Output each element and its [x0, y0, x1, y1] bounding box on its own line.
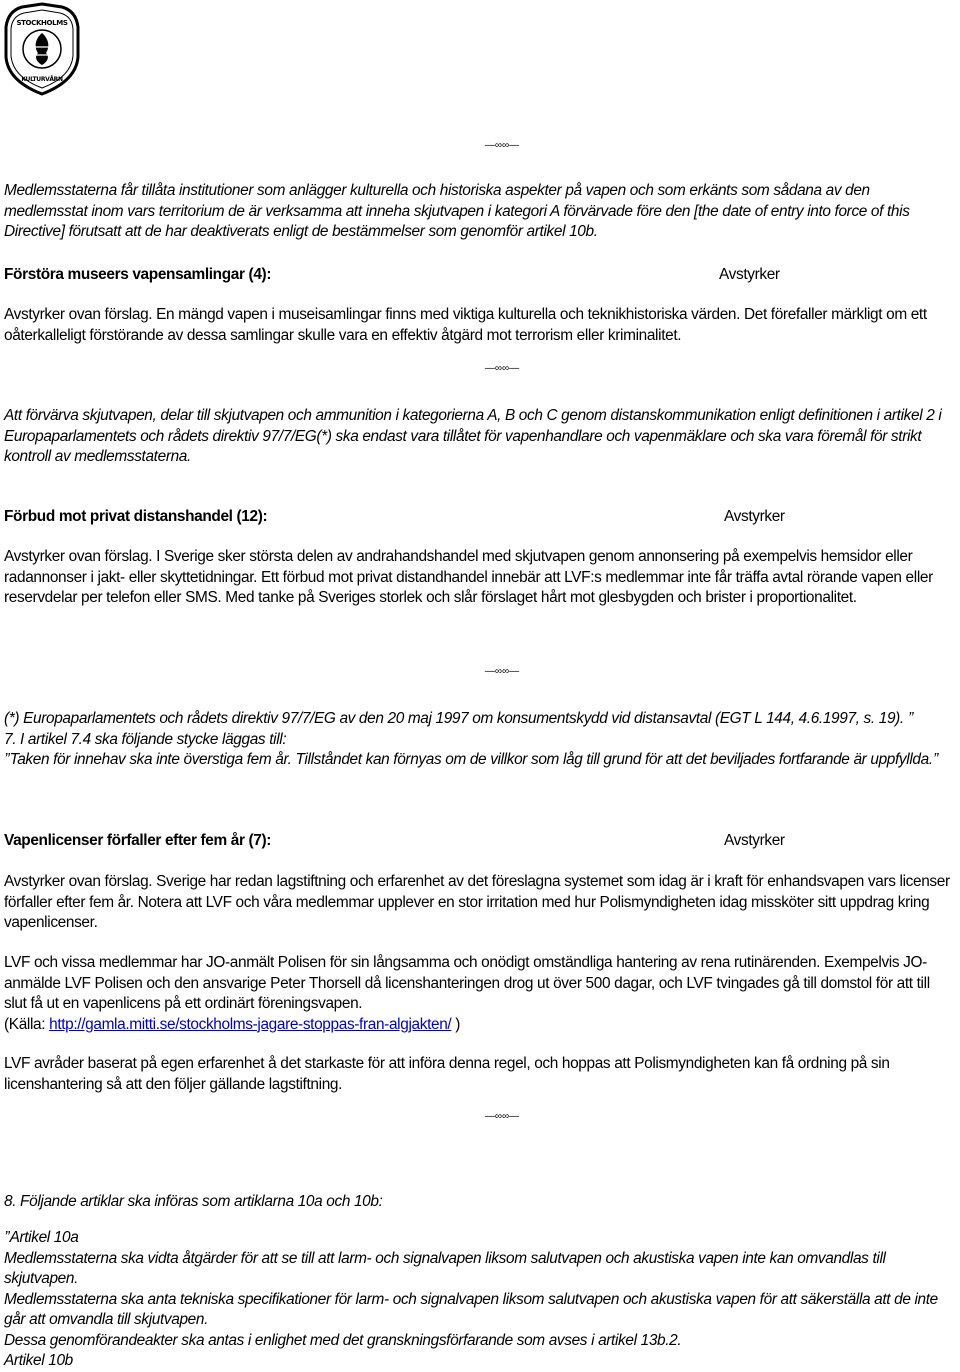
verdict-label: Avstyrker [719, 266, 780, 283]
article-new-articles-intro: 8. Följande artiklar ska införas som artiklarna 10a och 10b: [4, 1193, 383, 1210]
section-separator: —∞∞— [484, 140, 520, 151]
article-text-museums [4, 181, 956, 243]
verdict-label: Avstyrker [724, 508, 785, 525]
comment-jo-complaint [4, 953, 956, 1035]
section-separator: —∞∞— [484, 363, 520, 374]
article-text-10a-10b [4, 1228, 956, 1372]
comment-distance-trade [4, 547, 956, 609]
paragraph: Avstyrker ovan förslag. Sverige har redan lagstiftning och erfarenhet av det föreslagna systemet som idag är i kraft för enhandsvapen vars licenser förfaller efter fem år. Notera att LVF och våra medlemmar upplever en stor irritation med hur Polismyndigheten idag missköter sitt uppdrag kring vapenlicenser. [4, 873, 950, 931]
section-heading-licence-validity: Vapenlicenser förfaller efter fem år (7): [4, 832, 272, 849]
article-title: Artikel 10b [4, 1352, 73, 1369]
article-text-licence-validity [4, 709, 956, 771]
verdict-label: Avstyrker [724, 832, 785, 849]
amendment-text: ’’Taken för innehav ska inte överstiga fem år. Tillståndet kan förnyas om de villkor som låg till grund för att det beviljades fortfarande är uppfyllda.’’ [4, 751, 939, 768]
source-suffix: ) [451, 1015, 461, 1033]
paragraph: Avstyrker ovan förslag. I Sverige sker största delen av andrahandshandel med skjutvapen genom annonsering på exempelvis hemsidor eller radannonser i jakt- eller skyttetidningar. Ett förbud mot privat distandhandel innebär att LVF:s medlemmar inte får träffa avtal rörande vapen eller reservdelar per telefon eller SMS. Med tanke på Sveriges storlek och slår förslaget hårt mot glesbygden och brister i proportionalitet. [4, 548, 933, 606]
svg-text:STOCKHOLMS: STOCKHOLMS [16, 19, 68, 27]
logo-seal-icon [2, 1, 82, 97]
paragraph: Avstyrker ovan förslag. En mängd vapen i museisamlingar finns med viktiga kulturella och teknikhistoriska värden. Det förefaller märkligt om ett oåterkalleligt förstörande av dessa samlingar skulle vara en effektiv åtgärd mot terrorism eller kriminalitet. [4, 306, 927, 344]
article-text: Dessa genomförandeakter ska antas i enlighet med det granskningsförfarande som avses i artikel 13b.2. [4, 1331, 682, 1349]
article-text: Medlemsstaterna ska vidta åtgärder för att se till att larm- och signalvapen liksom salutvapen och akustiska vapen inte kan omvandlas till skjutvapen. [4, 1249, 886, 1287]
section-separator: —∞∞— [484, 666, 520, 677]
paragraph: LVF avråder baserat på egen erfarenhet å det starkaste för att införa denna regel, och hoppas att Polismyndigheten kan få ordning på sin licenshantering så att den följer gällande lagstiftning. [4, 1055, 890, 1093]
section-separator: —∞∞— [484, 1111, 520, 1122]
comment-recommendation [4, 1054, 956, 1095]
paragraph: Att förvärva skjutvapen, delar till skjutvapen och ammunition i kategorierna A, B och C genom distanskommunikation enligt definitionen i artikel 2 i Europaparlamentets och rådets direktiv 97/7/EG(*) ska endast vara tillåtet för vapenhandlare och vapenmäklare och ska vara föremål för strikt kontroll av medlemsstaterna. [4, 407, 942, 465]
comment-museums [4, 305, 956, 346]
section-heading-distance-trade: Förbud mot privat distanshandel (12): [4, 508, 268, 525]
source-link[interactable]: http://gamla.mitti.se/stockholms-jagare-stoppas-fran-algjakten/ [49, 1015, 452, 1033]
article-text: Medlemsstaterna ska anta tekniska specifikationer för larm- och signalvapen liksom salutvapen och akustiska vapen för att säkerställa att de inte går att omvandla till skjutvapen. [4, 1290, 938, 1328]
article-text-distance-trade [4, 406, 956, 468]
article-title: ’’Artikel 10a [4, 1229, 79, 1246]
section-heading-museums: Förstöra museers vapensamlingar (4): [4, 266, 272, 283]
association-logo [2, 1, 82, 97]
paragraph [4, 953, 956, 1035]
comment-licence-validity [4, 872, 956, 934]
svg-text:KULTURVÅRN: KULTURVÅRN [21, 76, 63, 83]
footnote: (*) Europaparlamentets och rådets direktiv 97/7/EG av den 20 maj 1997 om konsumentskydd vid distansavtal (EGT L 144, 4.6.1997, s. 19). ’’ [4, 710, 914, 727]
paragraph-text: LVF och vissa medlemmar har JO-anmält Polisen för sin långsamma och onödigt omständliga hantering av rena rutinärenden. Exempelvis JO-anmälde LVF Polisen och den ansvarige Peter Thorsell då licenshanteringen drog ut över 500 dagar, och LVF tvingades gå till domstol för att till slut få ut en vapenlicens på ett ordinärt föreningsvapen. [4, 954, 930, 1012]
amendment-line: 7. I artikel 7.4 ska följande stycke läggas till: [4, 730, 287, 748]
source-prefix: (Källa: [4, 1015, 50, 1033]
paragraph: Medlemsstaterna får tillåta institutioner som anlägger kulturella och historiska aspekter på vapen och som erkänts som sådana av den medlemsstat inom vars territorium de är verksamma att inneha skjutvapen i kategori A förvärvade före den [the date of entry into force of this Directive] förutsatt att de har deaktiverats enligt de bestämmelser som genomför artikel 10b. [4, 182, 910, 240]
